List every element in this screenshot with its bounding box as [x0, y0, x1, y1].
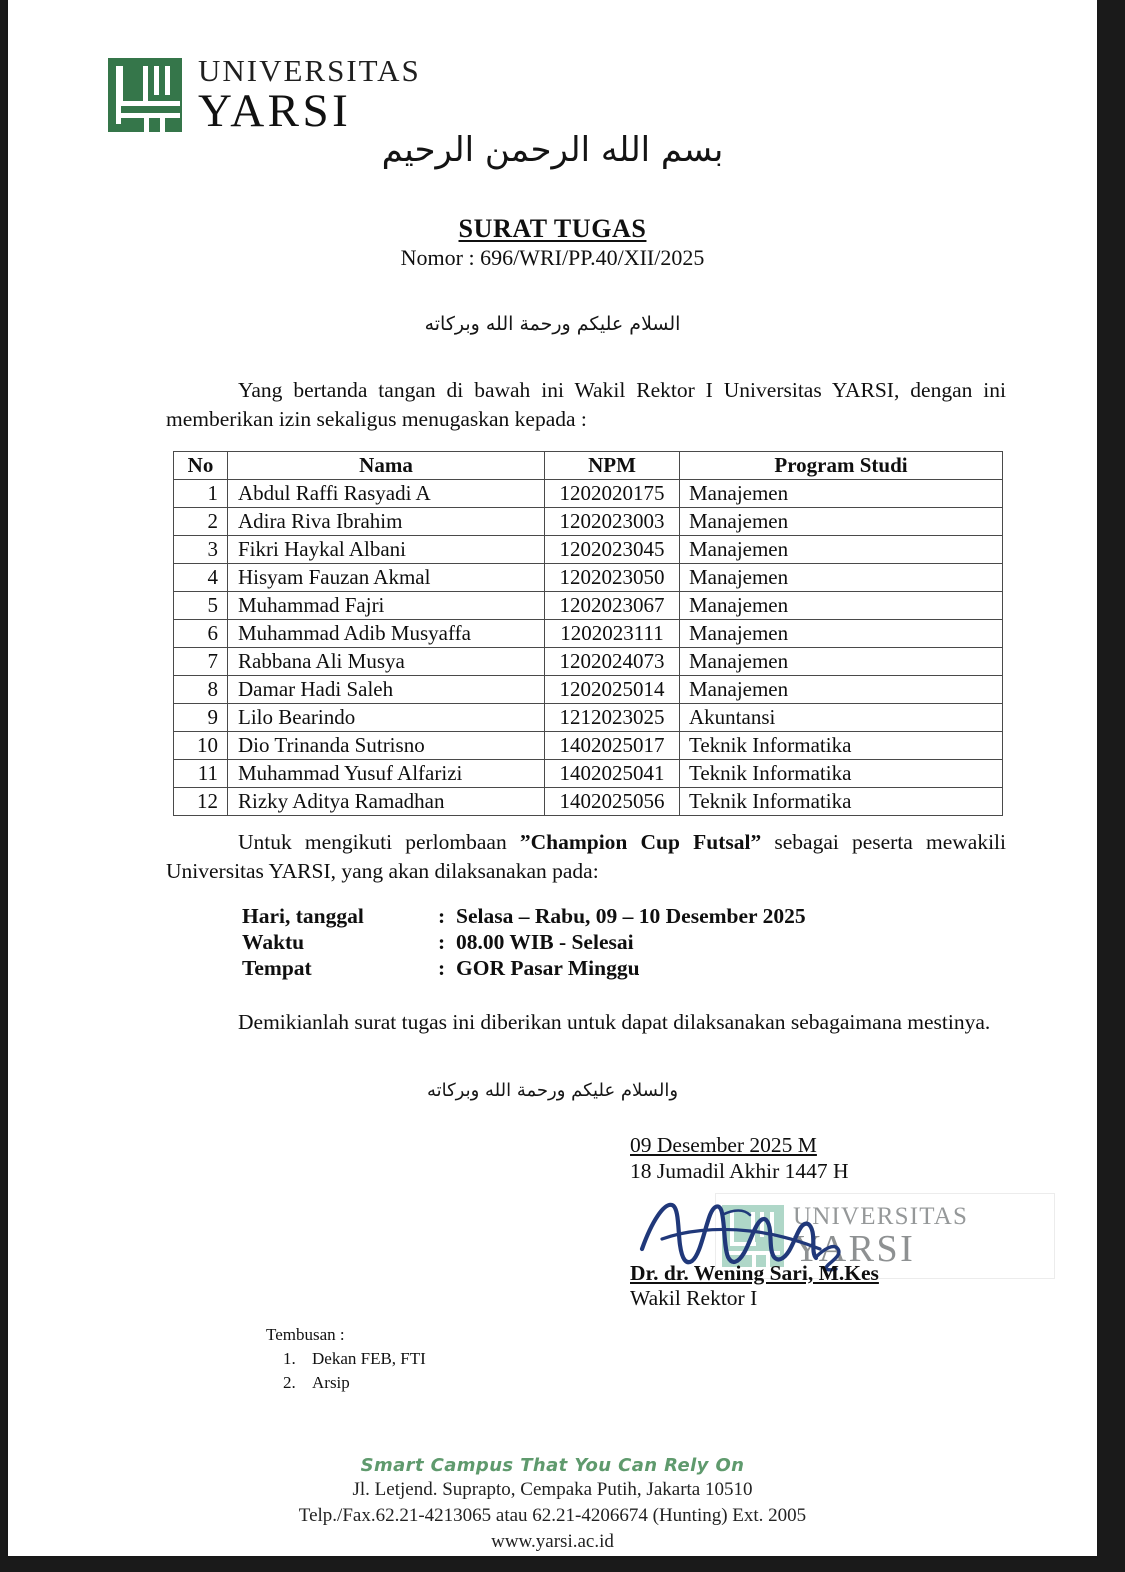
cell-npm: 1202023050 — [545, 564, 680, 592]
column-header-npm: NPM — [545, 452, 680, 480]
signatory-name: Dr. dr. Wening Sari, M.Kes — [630, 1260, 879, 1285]
cell-nama: Muhammad Yusuf Alfarizi — [228, 760, 545, 788]
table-row — [174, 620, 1003, 648]
table-row — [174, 704, 1003, 732]
event-name: ”Champion Cup Futsal” — [519, 830, 762, 854]
table-row — [174, 480, 1003, 508]
event-detail-value: 08.00 WIB - Selesai — [456, 930, 634, 955]
intro-paragraph: Yang bertanda tangan di bawah ini Wakil Rektor I Universitas YARSI, dengan ini memberikan izin sekaligus menugaskan kepada : — [166, 378, 1006, 431]
cell-npm: 1202023045 — [545, 536, 680, 564]
event-detail-separator: : — [438, 930, 446, 955]
table-row — [174, 592, 1003, 620]
cell-npm: 1202024073 — [545, 648, 680, 676]
signature-stamp-area — [630, 1181, 1030, 1270]
cell-nama: Hisyam Fauzan Akmal — [228, 564, 545, 592]
closing-paragraph: Demikianlah surat tugas ini diberikan untuk dapat dilaksanakan sebagaimana mestinya. — [238, 1010, 991, 1034]
stamp-kufic-logo-icon — [722, 1205, 784, 1267]
cell-no: 10 — [174, 732, 228, 760]
cell-no: 11 — [174, 760, 228, 788]
stamp-word-yarsi: YARSI — [793, 1227, 916, 1270]
cell-no: 5 — [174, 592, 228, 620]
cell-no: 12 — [174, 788, 228, 816]
table-row — [174, 536, 1003, 564]
cell-prodi: Manajemen — [680, 480, 1003, 508]
cell-npm: 1402025041 — [545, 760, 680, 788]
footer-website: www.yarsi.ac.id — [491, 1531, 614, 1553]
cell-nama: Dio Trinanda Sutrisno — [228, 732, 545, 760]
table-row — [174, 648, 1003, 676]
tembusan-title: Tembusan : — [266, 1325, 345, 1344]
cell-prodi: Teknik Informatika — [680, 760, 1003, 788]
cell-no: 3 — [174, 536, 228, 564]
footer-address: Jl. Letjend. Suprapto, Cempaka Putih, Jakarta 10510 — [352, 1479, 753, 1500]
cell-nama: Abdul Raffi Rasyadi A — [228, 480, 545, 508]
footer-phone: Telp./Fax.62.21-4213065 atau 62.21-4206674 (Hunting) Ext. 2005 — [298, 1505, 807, 1527]
table-row — [174, 732, 1003, 760]
yarsi-kufic-logo-icon — [108, 58, 182, 132]
cell-nama: Fikri Haykal Albani — [228, 536, 545, 564]
cell-npm: 1202020175 — [545, 480, 680, 508]
event-detail-separator: : — [438, 956, 446, 981]
page-title: SURAT TUGAS — [458, 214, 647, 243]
cell-npm: 1202025014 — [545, 676, 680, 704]
table-row — [174, 508, 1003, 536]
table-header-row — [174, 452, 1003, 480]
basmalah-text: بسم الله الرحمن الرحيم — [381, 130, 724, 170]
cell-npm: 1402025017 — [545, 732, 680, 760]
brand-wordmark — [198, 55, 421, 135]
stamp-word-universitas: UNIVERSITAS — [793, 1202, 969, 1230]
tembusan-block — [266, 1323, 426, 1395]
event-detail-value: GOR Pasar Minggu — [456, 956, 640, 981]
table-row — [174, 676, 1003, 704]
cell-no: 8 — [174, 676, 228, 704]
cell-no: 4 — [174, 564, 228, 592]
brand-word-universitas: UNIVERSITAS — [198, 53, 421, 88]
page-footer — [8, 1455, 1097, 1554]
cell-no: 9 — [174, 704, 228, 732]
cell-npm: 1202023111 — [545, 620, 680, 648]
cell-nama: Adira Riva Ibrahim — [228, 508, 545, 536]
stamp-wordmark — [793, 1204, 968, 1268]
column-header-no: No — [174, 452, 228, 480]
cell-nama: Muhammad Adib Musyaffa — [228, 620, 545, 648]
event-detail-row — [242, 929, 806, 955]
signature-date-masehi: 09 Desember 2025 M — [630, 1133, 817, 1157]
cell-prodi: Manajemen — [680, 508, 1003, 536]
signature-date-hijri: 18 Jumadil Akhir 1447 H — [630, 1158, 849, 1183]
cell-nama: Rizky Aditya Ramadhan — [228, 788, 545, 816]
cell-npm: 1212023025 — [545, 704, 680, 732]
cell-nama: Damar Hadi Saleh — [228, 676, 545, 704]
salam-opening: السلام عليكم ورحمة الله وبركاته — [424, 313, 681, 335]
cell-prodi: Teknik Informatika — [680, 732, 1003, 760]
signature-block — [630, 1133, 1030, 1312]
cell-no: 1 — [174, 480, 228, 508]
table-row — [174, 760, 1003, 788]
cell-prodi: Manajemen — [680, 564, 1003, 592]
table-row — [174, 788, 1003, 816]
cell-no: 2 — [174, 508, 228, 536]
cell-npm: 1402025056 — [545, 788, 680, 816]
tembusan-item: 2. Arsip — [300, 1371, 426, 1395]
event-detail-label: Hari, tanggal — [242, 904, 364, 928]
cell-no: 7 — [174, 648, 228, 676]
event-detail-value: Selasa – Rabu, 09 – 10 Desember 2025 — [456, 904, 806, 928]
cell-no: 6 — [174, 620, 228, 648]
event-detail-row — [242, 903, 806, 929]
event-paragraph-before: Untuk mengikuti perlombaan — [238, 830, 520, 854]
signatory-role: Wakil Rektor I — [630, 1286, 758, 1311]
tembusan-list — [266, 1347, 426, 1395]
event-details-block — [242, 903, 806, 982]
cell-prodi: Manajemen — [680, 648, 1003, 676]
participants-table — [173, 451, 1003, 816]
salam-closing: والسلام عليكم ورحمة الله وبركاته — [426, 1080, 679, 1101]
cell-prodi: Manajemen — [680, 592, 1003, 620]
event-paragraph-after: sebagai peserta mewakili Universitas YARSI, yang akan dilaksanakan pada: — [166, 830, 1006, 883]
column-header-prodi: Program Studi — [680, 452, 1003, 480]
event-detail-label: Tempat — [242, 956, 312, 981]
document-number: Nomor : 696/WRI/PP.40/XII/2025 — [400, 245, 705, 270]
tembusan-item: 1. Dekan FEB, FTI — [300, 1347, 426, 1371]
event-paragraph — [166, 828, 1006, 885]
cell-npm: 1202023003 — [545, 508, 680, 536]
brand-word-yarsi: YARSI — [198, 85, 352, 137]
cell-npm: 1202023067 — [545, 592, 680, 620]
document-page — [8, 0, 1097, 1556]
cell-nama: Muhammad Fajri — [228, 592, 545, 620]
event-detail-row — [242, 955, 806, 981]
event-detail-separator: : — [438, 904, 446, 928]
cell-nama: Rabbana Ali Musya — [228, 648, 545, 676]
cell-prodi: Akuntansi — [680, 704, 1003, 732]
letterhead — [108, 55, 421, 135]
table-row — [174, 564, 1003, 592]
cell-prodi: Manajemen — [680, 536, 1003, 564]
cell-prodi: Manajemen — [680, 676, 1003, 704]
cell-prodi: Teknik Informatika — [680, 788, 1003, 816]
cell-nama: Lilo Bearindo — [228, 704, 545, 732]
cell-prodi: Manajemen — [680, 620, 1003, 648]
event-detail-label: Waktu — [242, 930, 305, 955]
footer-tagline: Smart Campus That You Can Rely On — [360, 1455, 745, 1476]
column-header-nama: Nama — [228, 452, 545, 480]
